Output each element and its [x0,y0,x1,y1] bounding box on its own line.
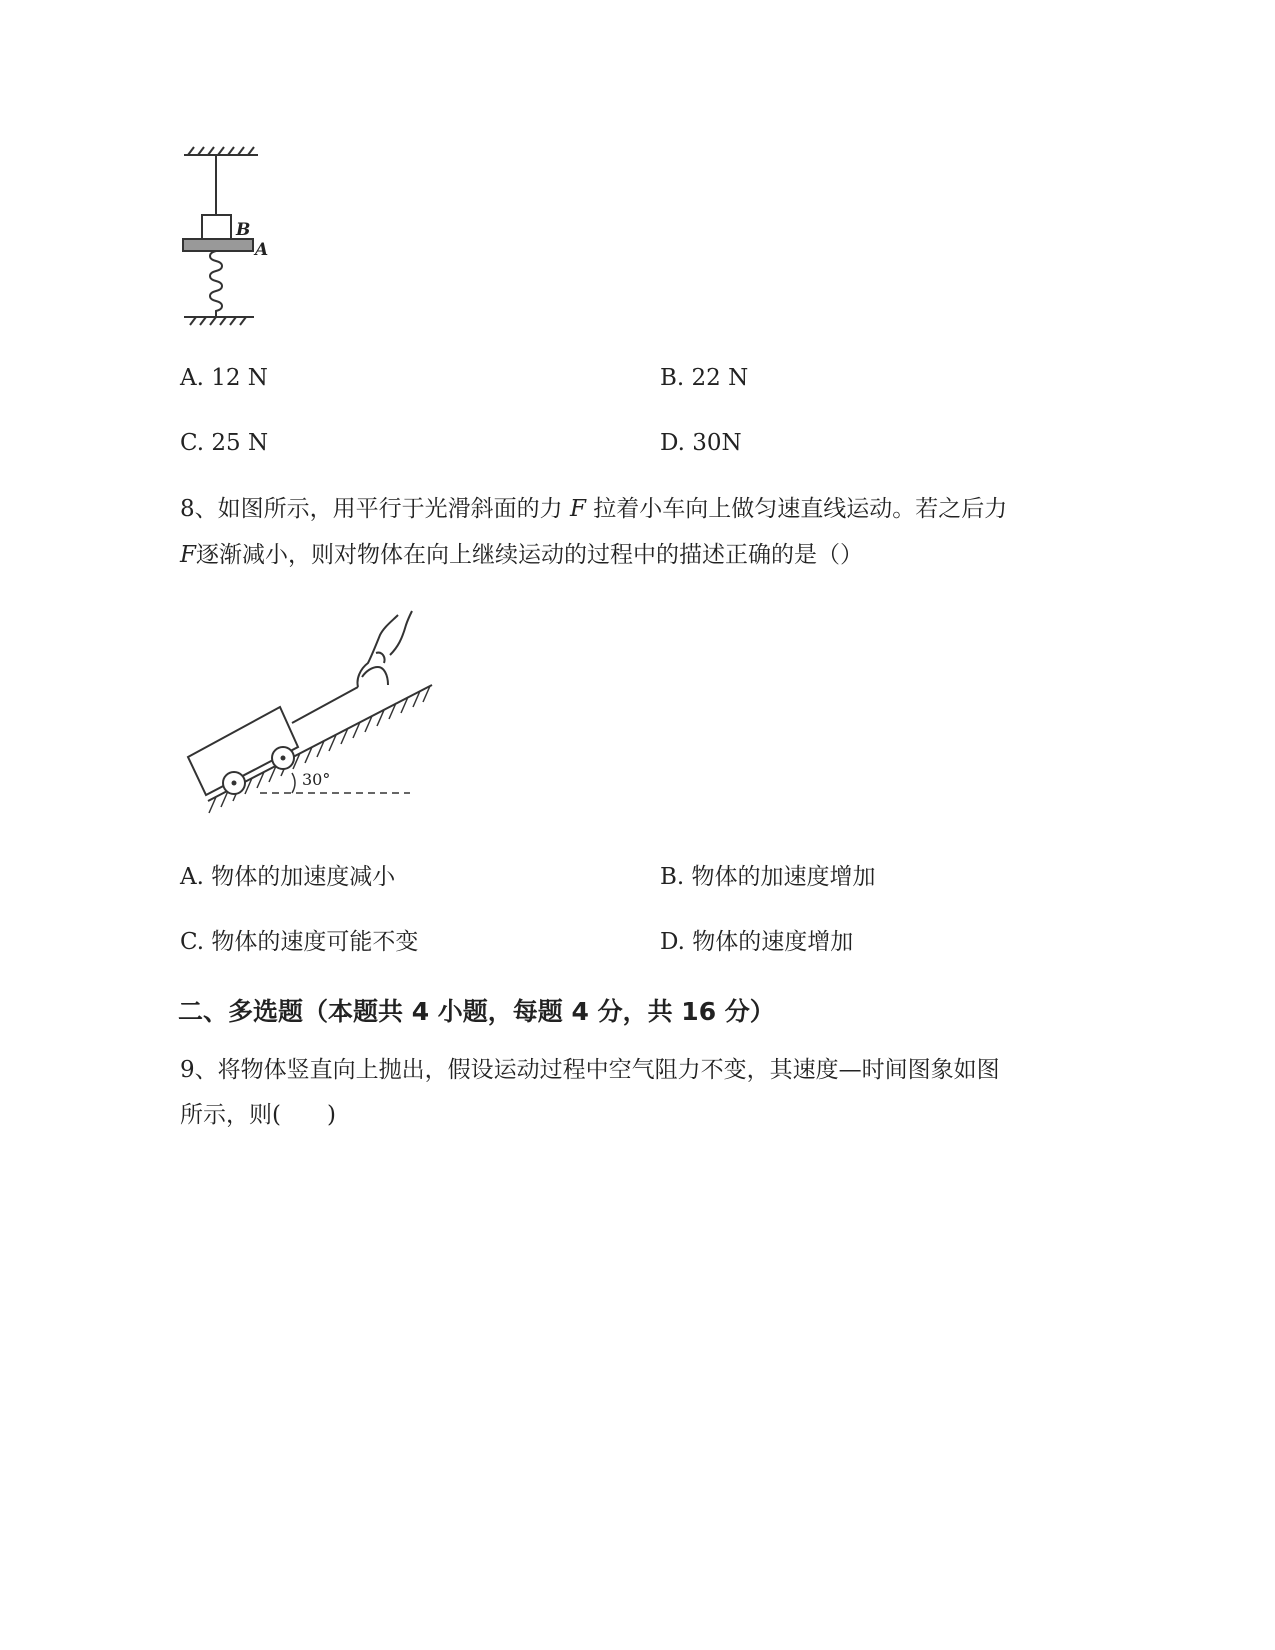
q9-line-2: 所示，则( ) [180,1102,336,1128]
q9-line-1: 9、将物体竖直向上抛出，假设运动过程中空气阻力不变，其速度—时间图象如图 [180,1057,1000,1083]
force-variable-2: F [180,542,196,568]
q8-line1-post: 拉着小车向上做匀速直线运动。若之后力 [585,496,1008,522]
q7-option-c[interactable]: C. 25 N [180,430,269,456]
q7-option-b[interactable]: B. 22 N [660,365,749,391]
q8-line1-pre: 8、如图所示，用平行于光滑斜面的力 [180,496,570,522]
q8-line-2 [180,540,863,570]
force-variable: F [569,496,586,522]
label-a: A [255,240,269,260]
section-heading: 二、多选题（本题共 4 小题，每题 4 分，共 16 分） [178,997,775,1026]
q8-option-a[interactable]: A. 物体的加速度减小 [180,864,396,890]
label-b: B [236,220,251,240]
angle-label: 30° [302,770,331,789]
q8-option-c[interactable]: C. 物体的速度可能不变 [180,929,419,955]
q7-option-d[interactable]: D. 30N [660,430,742,456]
spring-block-figure [180,140,290,330]
q7-option-a[interactable]: A. 12 N [180,365,268,391]
q8-line-1 [180,494,1007,524]
q8-line2-post: 逐渐减小，则对物体在向上继续运动的过程中的描述正确的是（） [195,542,863,568]
incline-cart-figure [180,605,440,825]
q8-option-b[interactable]: B. 物体的加速度增加 [660,864,876,890]
q8-option-d[interactable]: D. 物体的速度增加 [660,929,854,955]
